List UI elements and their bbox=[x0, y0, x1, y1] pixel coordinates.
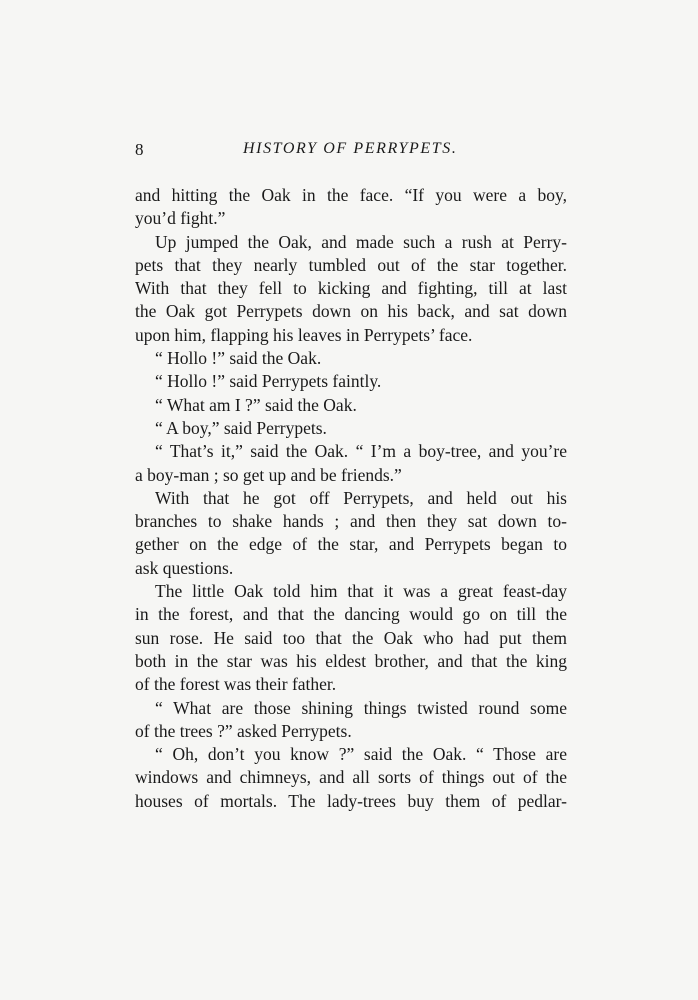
paragraph bbox=[135, 394, 567, 417]
text-line: “ Hollo !” said Perrypets faintly. bbox=[155, 371, 382, 392]
paragraph bbox=[135, 370, 567, 393]
text-line: Up jumped the Oak, and made such a rush at Perry- bbox=[155, 231, 567, 252]
text-line: “ A boy,” said Perrypets. bbox=[155, 417, 327, 438]
text-line: “ Hollo !” said the Oak. bbox=[155, 348, 322, 369]
paragraph bbox=[135, 580, 567, 696]
text-line: “ That’s it,” said the Oak. “ I’m a boy-tree, and you’re bbox=[155, 441, 567, 462]
text-line: pets that they nearly tumbled out of the star together. bbox=[135, 254, 567, 275]
text-line: sun rose. He said too that the Oak who had put them bbox=[135, 627, 567, 648]
text-line: upon him, flapping his leaves in Perrypets’ face. bbox=[135, 324, 473, 345]
text-line: gether on the edge of the star, and Perrypets began to bbox=[135, 534, 567, 555]
text-line: “ Oh, don’t you know ?” said the Oak. “ Those are bbox=[155, 744, 567, 765]
paragraph bbox=[135, 440, 567, 487]
paragraph bbox=[135, 743, 567, 813]
paragraph bbox=[135, 487, 567, 580]
page-number: 8 bbox=[135, 140, 144, 159]
text-line: you’d fight.” bbox=[135, 208, 226, 229]
paragraph bbox=[135, 184, 567, 231]
text-line: and hitting the Oak in the face. “If you were a boy, bbox=[135, 185, 567, 205]
text-line: the Oak got Perrypets down on his back, and sat down bbox=[135, 301, 567, 322]
text-line: a boy-man ; so get up and be friends.” bbox=[135, 464, 402, 485]
paragraph bbox=[135, 231, 567, 347]
text-line: of the trees ?” asked Perrypets. bbox=[135, 720, 352, 741]
text-line: both in the star was his eldest brother, and that the king bbox=[135, 650, 567, 671]
paragraph bbox=[135, 417, 567, 440]
text-line: With that he got off Perrypets, and held out his bbox=[155, 487, 567, 508]
text-line: in the forest, and that the dancing would go on till the bbox=[135, 604, 567, 625]
text-line: of the forest was their father. bbox=[135, 674, 337, 695]
text-line: “ What am I ?” said the Oak. bbox=[155, 394, 357, 415]
paragraph bbox=[135, 347, 567, 370]
running-title: HISTORY OF PERRYPETS. bbox=[243, 140, 458, 157]
running-head bbox=[135, 140, 567, 164]
paragraph bbox=[135, 697, 567, 744]
text-line: ask questions. bbox=[135, 557, 234, 578]
text-line: windows and chimneys, and all sorts of things out of the bbox=[135, 767, 567, 788]
body-text bbox=[135, 184, 567, 813]
text-line: “ What are those shining things twisted round some bbox=[155, 697, 567, 718]
text-line: With that they fell to kicking and fighting, till at last bbox=[135, 278, 567, 299]
text-line: branches to shake hands ; and then they sat down to- bbox=[135, 511, 567, 532]
text-line: houses of mortals. The lady-trees buy them of pedlar- bbox=[135, 790, 567, 811]
text-line: The little Oak told him that it was a great feast-day bbox=[155, 581, 567, 602]
